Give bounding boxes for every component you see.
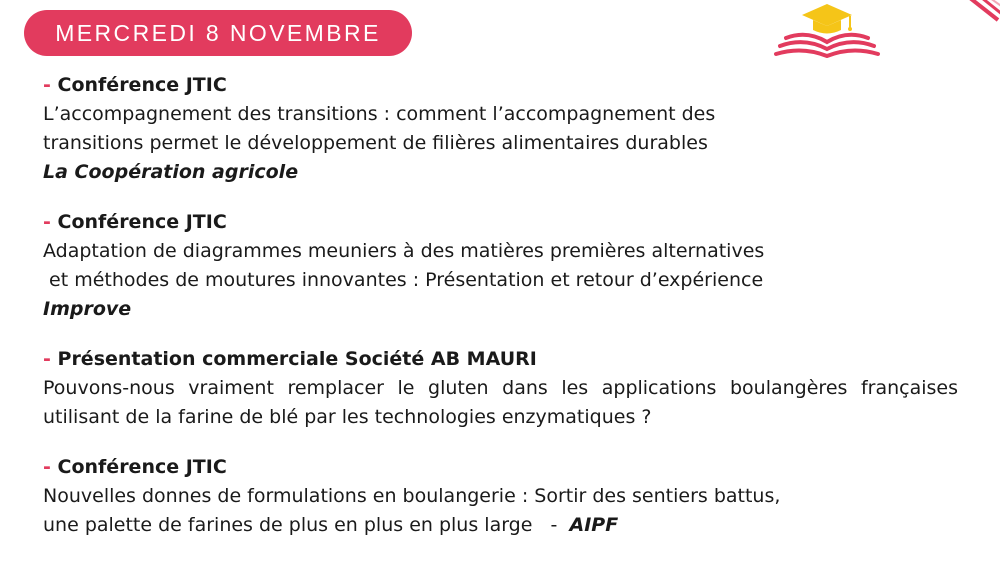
- event-item: [43, 345, 958, 432]
- event-heading: [43, 208, 958, 237]
- event-organizer: AIPF: [569, 514, 619, 536]
- event-title: Conférence JTIC: [57, 456, 227, 478]
- event-description-line: Adaptation de diagrammes meuniers à des matières premières alternatives: [43, 240, 765, 262]
- event-description-text: une palette de farines de plus en plus en plus large -: [43, 514, 570, 536]
- event-description-line: et méthodes de moutures innovantes : Présentation et retour d’expérience: [43, 269, 764, 291]
- event-description-line: transitions permet le développement de filières alimentaires durables: [43, 132, 708, 154]
- event-heading: [43, 345, 958, 374]
- event-heading: [43, 453, 958, 482]
- program-list: [43, 71, 958, 540]
- event-title: Présentation commerciale Société AB MAURI: [57, 348, 537, 370]
- graduation-cap-book-icon: [772, 2, 882, 58]
- corner-ribbon-decoration: [960, 0, 1000, 24]
- event-organizer: Improve: [43, 298, 132, 320]
- event-title: Conférence JTIC: [57, 74, 227, 96]
- event-item: [43, 453, 958, 540]
- event-dash: -: [43, 456, 51, 478]
- event-title: Conférence JTIC: [57, 211, 227, 233]
- event-item: [43, 208, 958, 324]
- event-heading: [43, 71, 958, 100]
- date-label: MERCREDI 8 NOVEMBRE: [55, 20, 381, 46]
- event-dash: -: [43, 348, 51, 370]
- event-description-line-with-organizer: [43, 511, 958, 540]
- event-description-line: L’accompagnement des transitions : comment l’accompagnement des: [43, 103, 716, 125]
- event-item: [43, 71, 958, 187]
- event-description-paragraph: Pouvons-nous vraiment remplacer le gluten dans les applications boulangères françaises utilisant de la farine de blé par les technologies enzymatiques ?: [43, 377, 958, 428]
- event-dash: -: [43, 211, 51, 233]
- event-dash: -: [43, 74, 51, 96]
- event-organizer: La Coopération agricole: [43, 161, 299, 183]
- date-banner: [24, 10, 412, 56]
- event-description-line: Nouvelles donnes de formulations en boulangerie : Sortir des sentiers battus,: [43, 485, 781, 507]
